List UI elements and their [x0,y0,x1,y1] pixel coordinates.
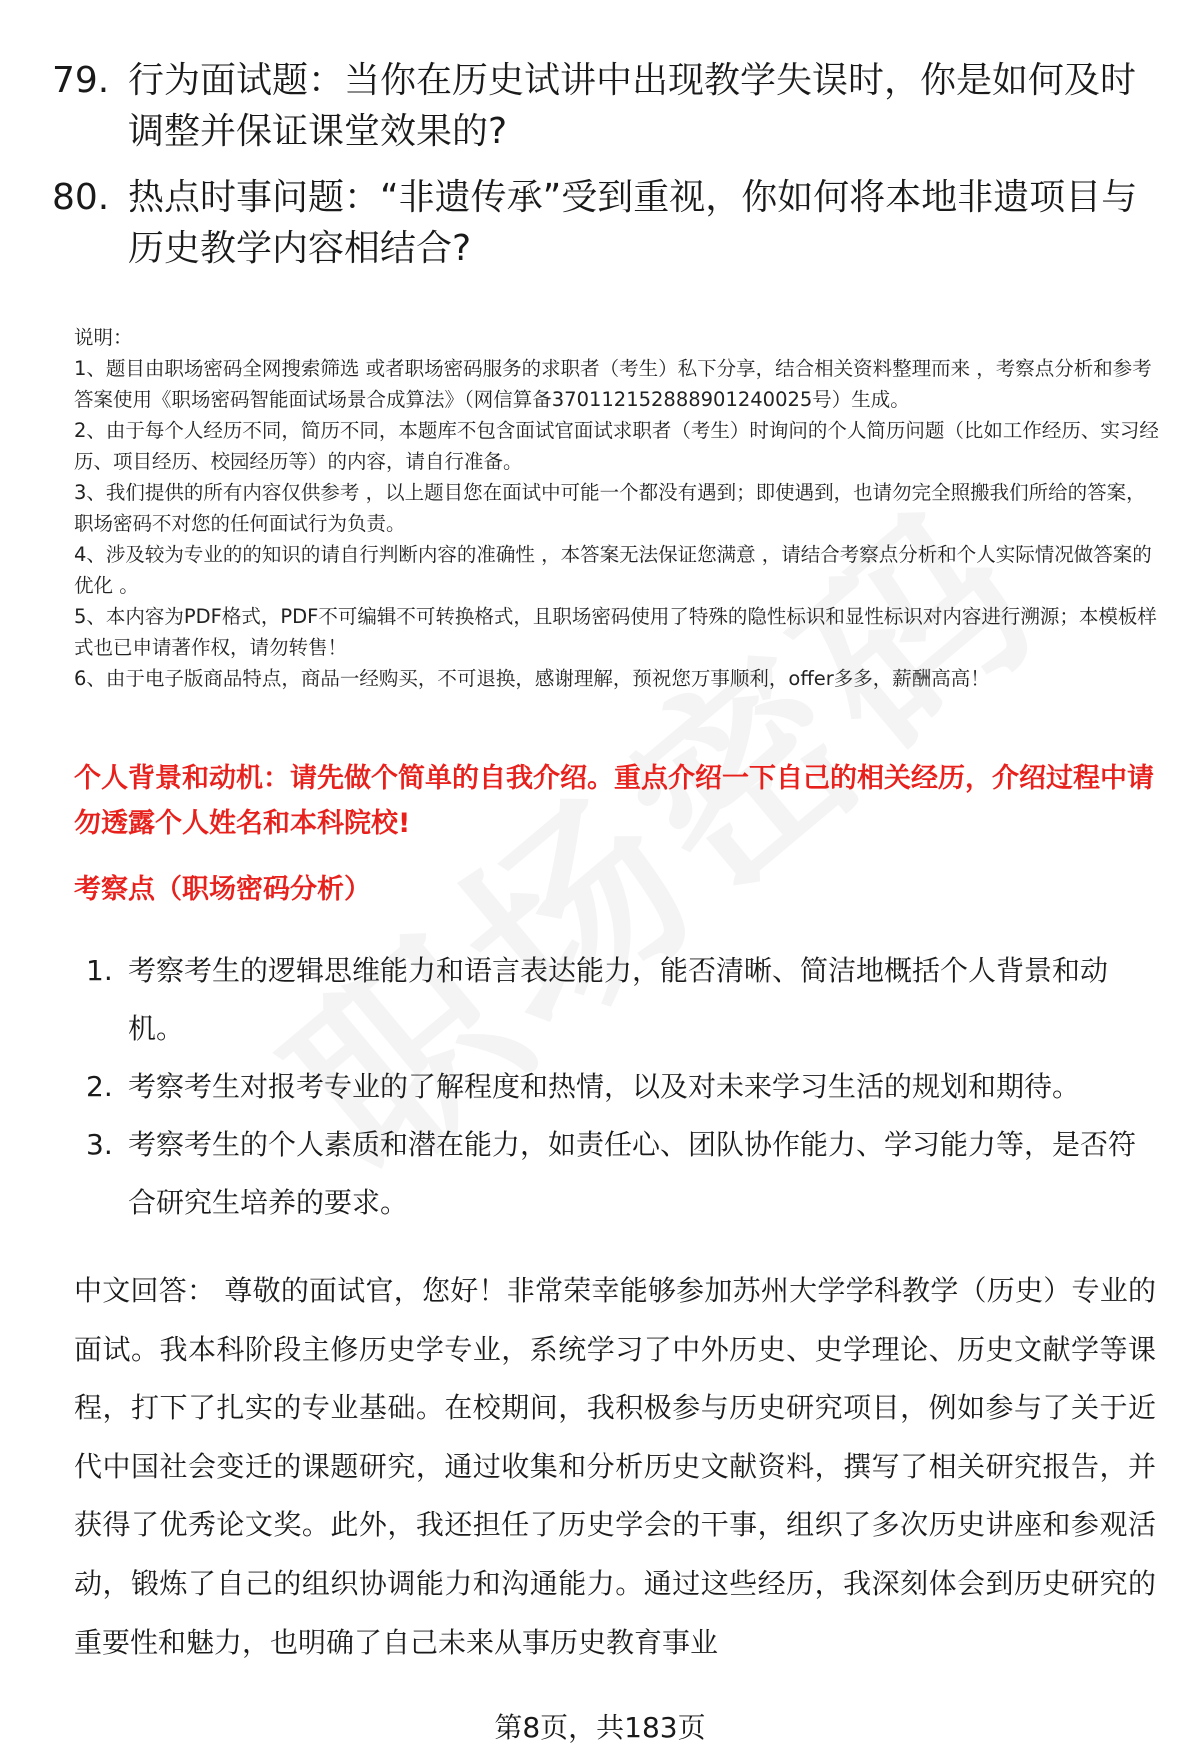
note-item: 3、我们提供的所有内容仅供参考 ，以上题目您在面试中可能一个都没有遇到；即使遇到，也请勿完全照搬我们所给的答案，职场密码不对您的任何面试行为负责。 [74,481,1146,535]
note-item: 1、题目由职场密码全网搜索筛选 或者职场密码服务的求职者（考生）私下分享，结合相关资料整理而来 ，考察点分析和参考答案使用《职场密码智能面试场景合成算法》（网信算备370112152888901240025号）生成。 [74,357,1152,411]
note-item: 5、本内容为PDF格式，PDF不可编辑不可转换格式，且职场密码使用了特殊的隐性标识和显性标识对内容进行溯源；本模板样式也已申请著作权，请勿转售！ [74,605,1157,659]
section-title: 个人背景和动机：请先做个简单的自我介绍。重点介绍一下自己的相关经历，介绍过程中请勿透露个人姓名和本科院校! [74,763,1154,839]
list-number: 1. [86,954,113,987]
question-79 [52,55,1142,157]
question-number: 79. [52,60,110,101]
list-number: 3. [86,1128,113,1161]
note-item: 4、涉及较为专业的的知识的请自行判断内容的准确性 ，本答案无法保证您满意 ，请结合考察点分析和个人实际情况做答案的优化 。 [74,543,1152,597]
assessment-points [74,942,1154,1232]
list-text: 考察考生的逻辑思维能力和语言表达能力，能否清晰、简洁地概括个人背景和动机。 [128,954,1109,1045]
page-footer: 第8页，共183页 [494,1711,706,1744]
list-item [74,1116,1154,1232]
list-item [74,1058,1154,1116]
note-item: 2、由于每个人经历不同，简历不同，本题库不包含面试官面试求职者（考生）时询问的个人简历问题（比如工作经历、实习经历、项目经历、校园经历等）的内容，请自行准备。 [74,419,1159,473]
section-subtitle: 考察点（职场密码分析） [74,874,371,905]
question-80 [52,172,1142,274]
notes-title: 说明： [74,326,133,349]
question-text: 热点时事问题：“非遗传承”受到重视，你如何将本地非遗项目与历史教学内容相结合? [128,177,1138,269]
list-text: 考察考生对报考专业的了解程度和热情，以及对未来学习生活的规划和期待。 [128,1070,1081,1103]
note-item: 6、由于电子版商品特点，商品一经购买，不可退换，感谢理解，预祝您万事顺利，offer多多，薪酬高高！ [74,667,990,690]
question-number: 80. [52,177,110,218]
list-text: 考察考生的个人素质和潜在能力，如责任心、团队协作能力、学习能力等，是否符合研究生培养的要求。 [128,1128,1137,1219]
notes-block [74,322,1164,694]
question-text: 行为面试题：当你在历史试讲中出现教学失误时，你是如何及时调整并保证课堂效果的? [128,60,1137,152]
answer-text: 中文回答： 尊敬的面试官，您好！非常荣幸能够参加苏州大学学科教学（历史）专业的面试。我本科阶段主修历史学专业，系统学习了中外历史、史学理论、历史文献学等课程，打下了扎实的专业基础。在校期间，我积极参与历史研究项目，例如参与了关于近代中国社会变迁的课题研究，通过收集和分析历史文献资料，撰写了相关研究报告，并获得了优秀论文奖。此外，我还担任了历史学会的干事，组织了多次历史讲座和参观活动，锻炼了自己的组织协调能力和沟通能力。通过这些经历，我深刻体会到历史研究的重要性和魅力，也明确了自己未来从事历史教育事业 [74,1274,1156,1659]
list-item [74,942,1154,1058]
list-number: 2. [86,1070,113,1103]
